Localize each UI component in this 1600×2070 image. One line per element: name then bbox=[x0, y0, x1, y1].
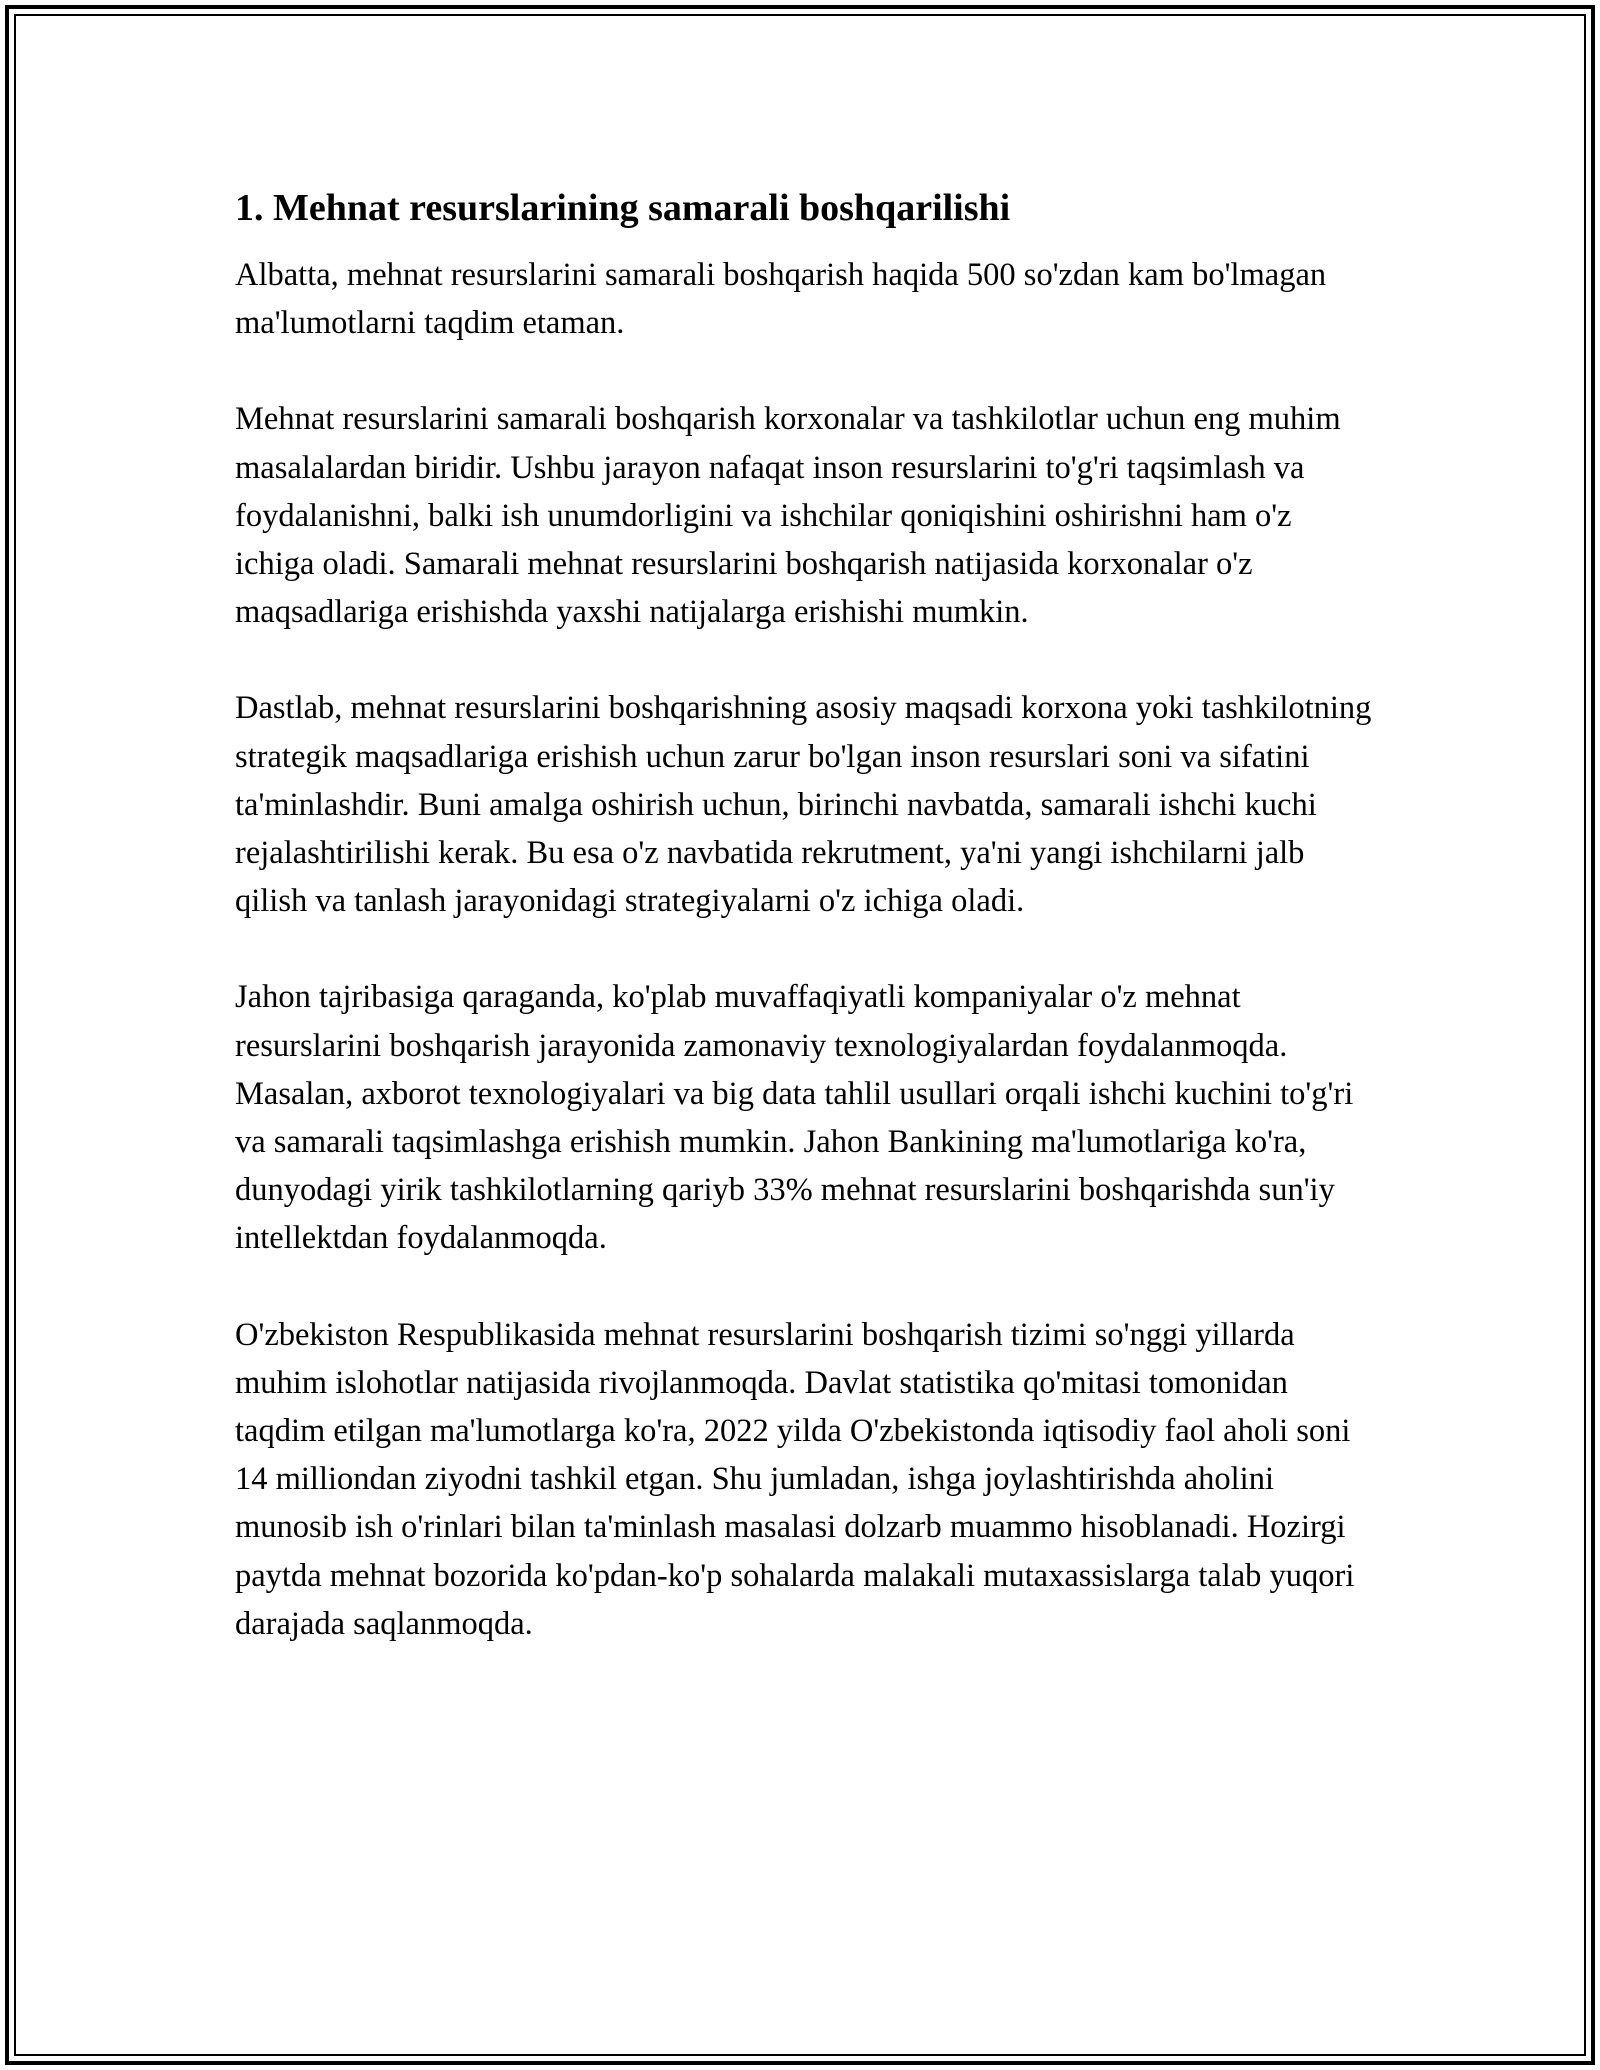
paragraph-goals: Dastlab, mehnat resurslarini boshqarishning asosiy maqsadi korxona yoki tashkilotning strategik maqsadlariga erishish uchun zarur bo'lgan inson resurslari soni va sifatini ta'minlashdir. Buni amalga oshirish uchun, birinchi navbatda, samarali ishchi kuchi rejalashtirilishi kerak. Bu esa o'z navbatida rekrutment, ya'ni yangi ishchilarni jalb qilish va tanlash jarayonidagi strategiyalarni o'z ichiga oladi. bbox=[235, 690, 1372, 920]
document-body bbox=[235, 185, 1375, 1696]
paragraph-intro: Albatta, mehnat resurslarini samarali boshqarish haqida 500 so'zdan kam bo'lmagan ma'lumotlarni taqdim etaman. bbox=[235, 257, 1327, 342]
paragraph-importance: Mehnat resurslarini samarali boshqarish korxonalar va tashkilotlar uchun eng muhim masalalardan biridir. Ushbu jarayon nafaqat inson resurslarini to'g'ri taqsimlash va foydalanishni, balki ish unumdorligini va ishchilar qoniqishini oshirishni ham o'z ichiga oladi. Samarali mehnat resurslarini boshqarish natijasida korxonalar o'z maqsadlariga erishishda yaxshi natijalarga erishishi mumkin. bbox=[235, 401, 1341, 631]
section-heading: 1. Mehnat resurslarining samarali boshqarilishi bbox=[235, 187, 1011, 229]
paragraph-world-experience: Jahon tajribasiga qaraganda, ko'plab muvaffaqiyatli kompaniyalar o'z mehnat resurslarini boshqarish jarayonida zamonaviy texnologiyalardan foydalanmoqda. Masalan, axborot texnologiyalari va big data tahlil usullari orqali ishchi kuchini to'g'ri va samarali taqsimlashga erishish mumkin. Jahon Bankining ma'lumotlariga ko'ra, dunyodagi yirik tashkilotlarning qariyb 33% mehnat resurslarini boshqarishda sun'iy intellektdan foydalanmoqda. bbox=[235, 979, 1354, 1257]
paragraph-uzbekistan: O'zbekiston Respublikasida mehnat resurslarini boshqarish tizimi so'nggi yillarda muhim islohotlar natijasida rivojlanmoqda. Davlat statistika qo'mitasi tomonidan taqdim etilgan ma'lumotlarga ko'ra, 2022 yilda O'zbekistonda iqtisodiy faol aholi soni 14 milliondan ziyodni tashkil etgan. Shu jumladan, ishga joylashtirishda aholini munosib ish o'rinlari bilan ta'minlash masalasi dolzarb muammo hisoblanadi. Hozirgi paytda mehnat bozorida ko'pdan-ko'p sohalarda malakali mutaxassislarga talab yuqori darajada saqlanmoqda. bbox=[235, 1316, 1355, 1642]
